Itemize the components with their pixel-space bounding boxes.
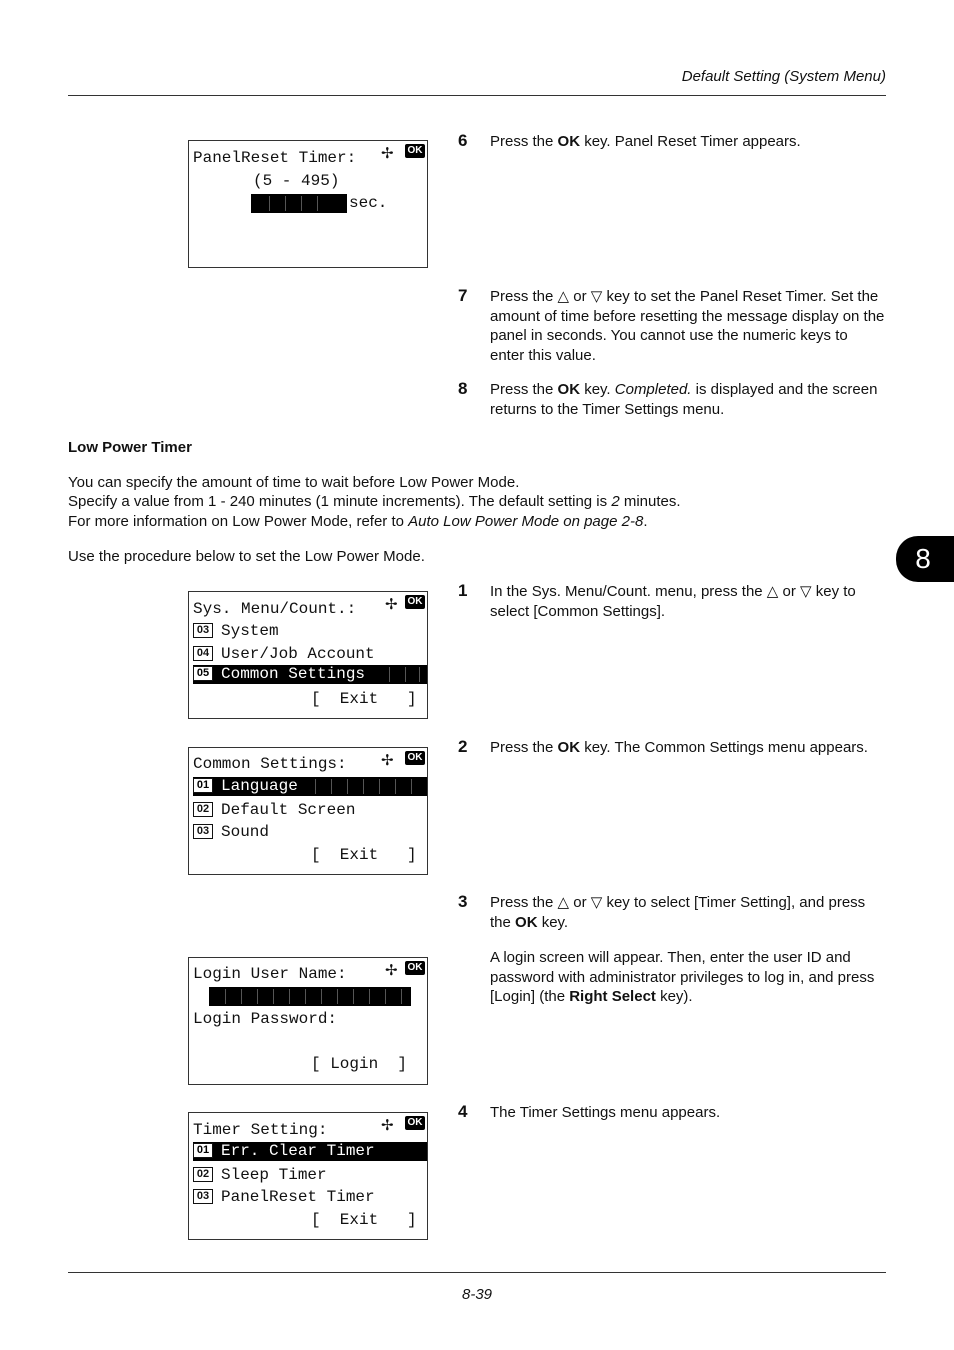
ok-icon: OK [405,751,425,765]
step-text: The Timer Settings menu appears. [490,1104,721,1121]
menu-item-selected: 01 Err. Clear Timer [193,1142,427,1161]
lcd-panel-reset-timer [188,140,428,268]
step-number: 7 [458,286,468,305]
timer-value-field [251,194,347,231]
step-number: 2 [458,737,468,756]
menu-item: 03 PanelReset Timer [193,1188,427,1207]
menu-item: 04 User/Job Account [193,645,427,664]
menu-item-selected: 05 Common Settings [193,665,427,684]
softkey-exit: [ Exit ] [311,690,417,708]
step-text: Press the OK key. Panel Reset Timer appears. [490,133,801,150]
lcd-title: Sys. Menu/Count.: [193,600,357,618]
step-text: Press the △ or ▽ key to select [Timer Setting], and press the OK key. [490,894,866,931]
section-paragraph: Specify a value from 1 - 240 minutes (1 minute increments). The default setting is 2 minutes. [68,493,681,510]
login-user-label: Login User Name: [193,965,347,983]
softkey-exit: [ Exit ] [311,1211,417,1229]
four-way-arrow-icon: ✢ [385,961,398,979]
timer-unit: sec. [349,194,388,212]
section-heading: Low Power Timer [68,439,192,456]
step-text: In the Sys. Menu/Count. menu, press the △ or ▽ key to select [Common Settings]. [490,583,856,620]
login-password-label: Login Password: [193,1010,338,1028]
step-text: Press the △ or ▽ key to set the Panel Reset Timer. Set the amount of time before resetting the message display on the panel in seconds. You cannot use the numeric keys to enter this value. [490,288,885,364]
user-name-field [209,987,411,1006]
step-text: A login screen will appear. Then, enter the user ID and password with administrator privileges to log in, and press [Login] (the Right Select key). [490,949,875,1005]
ok-icon: OK [405,144,425,158]
softkey-login: [ Login ] [311,1055,408,1073]
timer-value: 90 [319,213,339,231]
menu-item: 03 Sound [193,823,427,842]
softkey-exit: [ Exit ] [311,846,417,864]
ok-icon: OK [405,595,425,609]
four-way-arrow-icon: ✢ [381,1116,394,1134]
step-number: 8 [458,379,468,398]
section-paragraph: You can specify the amount of time to wait before Low Power Mode. [68,474,520,491]
four-way-arrow-icon: ✢ [385,595,398,613]
menu-item-selected: 01 Language [193,777,427,796]
section-paragraph: For more information on Low Power Mode, refer to Auto Low Power Mode on page 2-8. [68,513,648,530]
lcd-title: Timer Setting: [193,1121,328,1139]
step-number: 4 [458,1102,468,1121]
running-header: Default Setting (System Menu) [681,68,886,85]
menu-item: 02 Sleep Timer [193,1166,427,1185]
page-number: 8-39 [461,1286,493,1303]
step-number: 3 [458,892,468,911]
lcd-timer-setting [188,1112,428,1240]
lcd-title: Common Settings: [193,755,347,773]
step-text: Press the OK key. Completed. is displayed and the screen returns to the Timer Settings menu. [490,381,878,418]
header-rule [68,95,886,96]
ok-icon: OK [405,961,425,975]
step-text: Press the OK key. The Common Settings menu appears. [490,739,868,756]
menu-item: 03 System [193,622,427,641]
lcd-title: PanelReset Timer: [193,149,357,167]
footer-rule [68,1272,886,1273]
ok-icon: OK [405,1116,425,1130]
step-number: 6 [458,131,468,150]
lcd-sys-menu [188,591,428,719]
step-number: 1 [458,581,468,600]
section-paragraph: Use the procedure below to set the Low Power Mode. [68,548,425,565]
four-way-arrow-icon: ✢ [381,751,394,769]
lcd-login [188,957,428,1085]
four-way-arrow-icon: ✢ [381,144,394,162]
lcd-common-settings [188,747,428,875]
menu-item: 02 Default Screen [193,801,427,820]
lcd-range: (5 - 495) [253,172,340,190]
chapter-tab: 8 [896,536,954,582]
